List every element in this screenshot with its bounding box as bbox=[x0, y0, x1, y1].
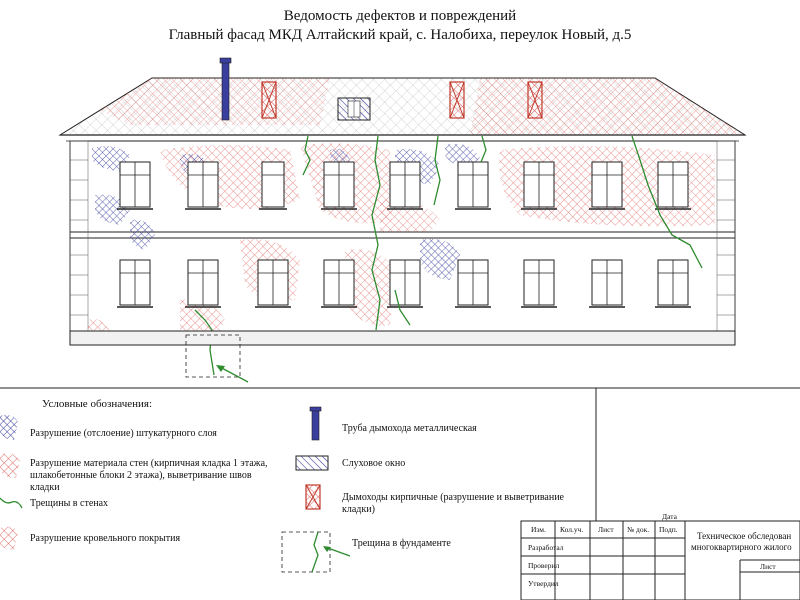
legend-label-foundation-crack: Трещина в фундаменте bbox=[352, 538, 451, 549]
brick-chimney bbox=[450, 82, 464, 118]
legend-label-dormer: Слуховое окно bbox=[342, 458, 406, 469]
foundation bbox=[70, 331, 735, 382]
stamp-project-line1: Техническое обследован bbox=[697, 531, 792, 541]
stamp-sheet-label: Лист bbox=[760, 562, 776, 571]
stamp-col-count: Кол.уч. bbox=[560, 525, 584, 534]
stamp-project-line2: многоквартирного жилого bbox=[691, 542, 792, 552]
legend-label-brick-chimneys: Дымоходы кирпичные (разрушение и выветривание кладки) bbox=[342, 492, 564, 515]
legend-label-roof: Разрушение кровельного покрытия bbox=[30, 533, 181, 544]
stamp-col-sheet: Лист bbox=[598, 525, 614, 534]
stamp-col-date: Дата bbox=[662, 512, 677, 521]
legend-label-wall-cracks: Трещины в стенах bbox=[30, 498, 109, 509]
stamp-row-checked: Проверил bbox=[528, 561, 560, 570]
stamp-row-approved: Утвердил bbox=[528, 579, 559, 588]
legend-label-wall-material: Разрушение материала стен (кирпичная кладка 1 этажа, шлакобетонные блоки 2 этажа), выветривание швов кладки bbox=[30, 458, 268, 493]
legend-label-metal-pipe: Труба дымохода металлическая bbox=[342, 423, 477, 434]
stamp-row-developed: Разработал bbox=[528, 543, 564, 552]
brick-chimney bbox=[528, 82, 542, 118]
stamp-col-doc: № док. bbox=[627, 525, 650, 534]
legend-label-plaster: Разрушение (отслоение) штукатурного слоя bbox=[30, 428, 217, 439]
legend-heading: Условные обозначения: bbox=[42, 398, 153, 410]
stamp-col-sign: Подп. bbox=[659, 525, 678, 534]
windows-floor-1 bbox=[120, 260, 688, 305]
stamp-col-change: Изм. bbox=[531, 525, 546, 534]
roof bbox=[60, 78, 745, 141]
dormer-window bbox=[338, 98, 370, 120]
drawing-subtitle: Главный фасад МКД Алтайский край, с. Налобиха, переулок Новый, д.5 bbox=[168, 27, 632, 43]
brick-chimney bbox=[262, 82, 276, 118]
windows-floor-2 bbox=[120, 162, 688, 207]
drawing-title: Ведомость дефектов и повреждений bbox=[283, 8, 517, 24]
